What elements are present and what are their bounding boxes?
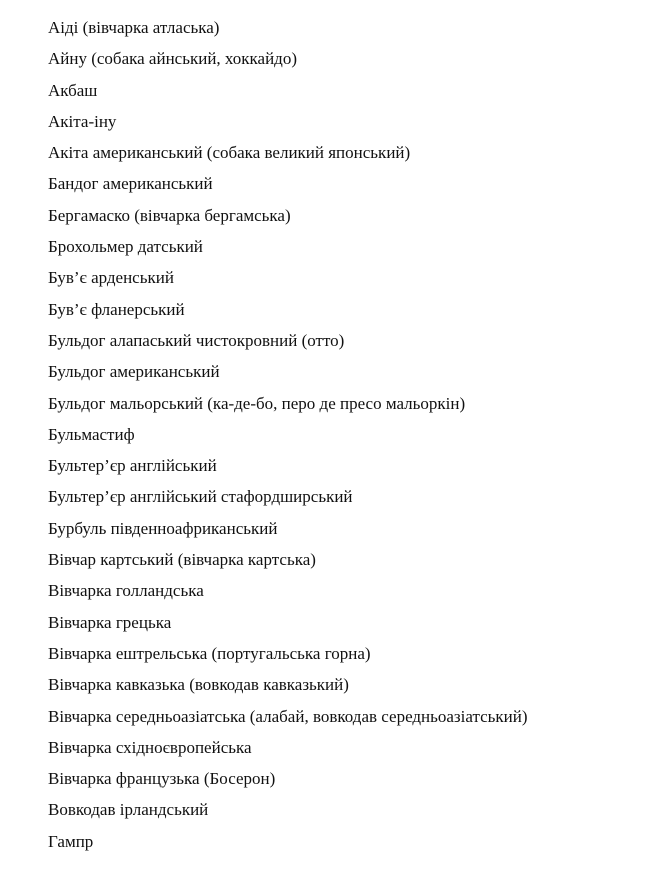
list-item: Вівчарка французька (Босерон) [48,769,276,789]
list-item: Бергамаско (вівчарка бергамська) [48,205,291,225]
list-item: Був’є фланерський [48,299,185,319]
list-item: Бультер’єр англійський [48,456,217,476]
list-item: Бульмастиф [48,424,135,444]
list-item: Акіта американський (собака великий японський) [48,143,411,163]
list-item: Брохольмер датський [48,237,203,257]
list-item: Вівчарка голландська [48,581,204,601]
breed-list [48,17,658,862]
list-item: Вівчарка ештрельська (португальська горна) [48,643,371,663]
list-item: Акіта-іну [48,111,117,131]
list-item: Бульдог американський [48,362,220,382]
list-item: Бультер’єр англійський стафордширський [48,487,353,507]
list-item: Вівчарка кавказька (вовкодав кавказький) [48,675,349,695]
list-item: Вівчарка грецька [48,612,172,632]
list-item: Був’є арденський [48,268,174,288]
list-item: Бурбуль південноафриканський [48,518,278,538]
list-item: Акбаш [48,80,98,100]
list-item: Гампр [48,831,94,851]
list-item: Вівчар картський (вівчарка картська) [48,550,316,570]
list-item: Вівчарка середньоазіатська (алабай, вовкодав середньоазіатський) [48,706,528,726]
list-item: Бульдог мальорський (ка-де-бо, перо де пресо мальоркін) [48,393,466,413]
list-item: Вівчарка східноєвропейська [48,737,252,757]
list-item: Бандог американський [48,174,213,194]
list-item: Аіді (вівчарка атласька) [48,18,220,37]
list-item: Айну (собака айнський, хоккайдо) [48,49,297,69]
list-item: Бульдог алапаський чистокровний (отто) [48,330,345,350]
list-item: Вовкодав ірландський [48,800,209,820]
